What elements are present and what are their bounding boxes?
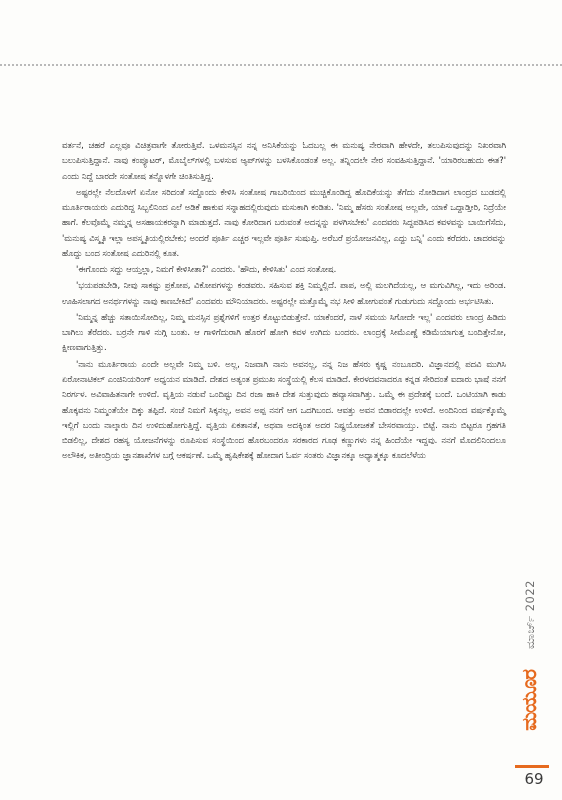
top-dotted-rule: [0, 64, 562, 66]
magazine-logo: ಮಯೂರ: [517, 670, 541, 731]
paragraph-4: 'ಭಯಪಡಬೇಡಿ, ನೀವು ಸಾಕಷ್ಟು ಪ್ರಕೋಪ, ವಿಕೋಪಗಳನ್ನು ಕಂಡವರು. ಸಹಿಸುವ ಶಕ್ತಿ ನಿಮ್ಮಲ್ಲಿದೆ. ಪಾಪ, ಅಲ್ಲಿ ಮಲಗಿದೆಯಲ್ಲ, ಆ ಮಗುವಿಗಿಲ್ಲ, ಇದು ಅರಿಂಡ. ಊಹಿಸಲಾಗದ ಅನರ್ಥಗಳನ್ನು ನಾವು ಕಾಣಬೇಕಿದೆ' ಎಂದವರು ಮೌನಿಯಾದರು. ಅಷ್ಟರಲ್ಲೇ ಮತ್ತೊಮ್ಮೆ ನಭ ಸೀಳಿ ಹೋಗುವಂತೆ ಗುಡುಗುದು ಸದ್ದೊಂದು ಅರ್ಭಟಿಸಿತು.: [62, 280, 506, 306]
paragraph-3: 'ಈಗೊಂದು ಸದ್ದು ಆಯ್ತಲ್ಲಾ, ನಿಮಗೆ ಕೇಳಿಸೀತಾ?' ಎಂದರು. 'ಹೌದು, ಕೇಳಿಸಿತು' ಎಂದ ಸಂತೋಷ.: [76, 264, 337, 275]
article-body: [62, 138, 506, 465]
paragraph-5: 'ನಿಮ್ಮನ್ನ ಹೆಚ್ಚು ಸತಾಯಿಸೋದಿಲ್ಲ, ನಿಮ್ಮ ಮನಸ್ಸಿನ ಪ್ರಶ್ನೆಗಳಿಗೆ ಉತ್ತರ ಕೊಟ್ಟುಬಿಡುತ್ತೇನೆ. ಯಾಕೆಂದರೆ, ನಾಳೆ ಸಮಯ ಸಿಗೋದೇ ಇಲ್ಲ' ಎಂದವರು ಲಾಂದ್ರ ಹಿಡಿದು ಬಾಗಿಲು ತೆರೆದರು. ಬರ್ರನೇ ಗಾಳಿ ನುಗ್ಗಿ ಬಂತು. ಆ ಗಾಳಿಗೆದುರಾಗಿ ಹೊರಗೆ ಹೋಗಿ ಕವಳ ಉಗಿದು ಬಂದರು. ಲಾಂದ್ರಕ್ಕೆ ಸೀಮೆಎಣ್ಣೆ ಕಡಿಮೆಯಾಗುತ್ತ ಬಂದಿತ್ತೇನೋ, ಕ್ಷೀಣವಾಗುತ್ತಿತ್ತು.: [62, 311, 506, 353]
paragraph-2: ಅಷ್ಟರಲ್ಲೇ ನೆಲದೊಳಗೆ ಏನೋ ಸರಿದಂತೆ ಸದ್ದೊಂದು ಕೇಳಿಸಿ ಸಂತೋಷ ಗಾಬರಿಯಿಂದ ಮುಚ್ಚಿಕೊಂಡಿದ್ದ ಹೊದಿಕೆಯನ್ನು ತೆಗೆದು ನೋಡಿದಾಗ ಲಾಂದ್ರದ ಬುಡದಲ್ಲಿ ಮೂರ್ತಿರಾಯರು ಎದುರಿದ್ದ ಸಿಬ್ಬಲಿನಿಂದ ಎಲೆ ಅಡಿಕೆ ಹಾಕುವ ಸನ್ನಾಹದಲ್ಲಿರುವುದು ಮಸುಕಾಗಿ ಕಂಡಿತು. 'ನಿಮ್ಮ ಹೆಸರು ಸಂತೋಷ ಅಲ್ಲವೇ, ಯಾಕೆ ಒದ್ದಾಡ್ತೀರಿ, ನಿದ್ರೆಯೇ ಹಾಗೆ. ಕೆಲವೊಮ್ಮೆ ನಮ್ಮನ್ನ ಅಸಹಾಯಕರನ್ನಾಗಿ ಮಾಡುತ್ತದೆ. ನಾವು ಕೋರಿದಾಗ ಬರುವಂತೆ ಅದನ್ನನ್ನು ಪಳಗಿಸಬೇಕು' ಎಂದವರು ಸಿದ್ದಪಡಿಸಿದ ಕವಳವನ್ನು ಬಾಯಿಗೆಸೆದು, 'ಮನುಷ್ಯ ವಿಸ್ಮೃತಿ ಇಲ್ಲಾ ಅಪಸ್ಮೃತಿಯಲ್ಲಿರಬೇಕು; ಅಂದರೆ ಪೂರ್ತಿ ಎಚ್ಚರ ಇಲ್ಲವೇ ಪೂರ್ತಿ ಸುಷುಪ್ತಿ. ಅರೆಬರೆ ಪ್ರಯೋಜನವಿಲ್ಲ, ಎದ್ದು ಬನ್ನಿ' ಎಂದು ಕರೆದರು. ಚಾದರವನ್ನು ಹೊದ್ದು ಬಂದ ಸಂತೋಷ ಎದುರಿನಲ್ಲಿ ಕೂತ.: [62, 186, 506, 258]
logo-divider: [515, 765, 549, 768]
page-number: 69: [524, 770, 544, 788]
issue-date: ಮಾರ್ಚ್ 2022: [523, 580, 537, 649]
paragraph-1: ವರ್ತನೆ, ಚಹರೆ ಎಲ್ಲವೂ ವಿಚಿತ್ರವಾಗೇ ತೋರುತ್ತಿವೆ. ಒಳಮನಸ್ಸಿನ ನನ್ನ ಅನಿಸಿಕೆಯನ್ನು ಓದಬಲ್ಲ ಈ ಮನುಷ್ಯ ನೇರವಾಗಿ ಹೇಳದೇ, ತಲುಪಿಸುವುದನ್ನು ನಿಖರವಾಗಿ ಬಲುಪಿಸುತ್ತಿದ್ದಾನೆ. ನಾವು ಕಂಪ್ಯೂಟರ್, ಮೊಬೈಲ್‌ಗಳಲ್ಲಿ ಬಳಸುವ ಆ್ಯಪ್‌ಗಳನ್ನು ಬಳಸಿಕೊಂಡಂತೆ ಅಲ್ಲ. ತನ್ನಿಂದಲೇ ನೇರ ಸಂವಹಿಸುತ್ತಿದ್ದಾನೆ. 'ಯಾರಿರಬಹುದು ಈತ?' ಎಂದು ನಿದ್ದೆ ಬಾರದೇ ಸಂತೋಷ ತನ್ನೊಳಗೇ ಚಿಂತಿಸುತ್ತಿದ್ದ.: [62, 140, 506, 181]
paragraph-6: 'ನಾನು ಮೂರ್ತಿರಾಯ ಎಂದೇ ಅಲ್ಲವೇ ನಿಮ್ಮ ಬಳಿ. ಅಲ್ಲ, ನಿಜವಾಗಿ ನಾನು ಅವನಲ್ಲ, ನನ್ನ ನಿಜ ಹೆಸರು ಕೃಷ್ಣ ನಂಬೂದರಿ. ವಿಜ್ಞಾನದಲ್ಲಿ ಪದವಿ ಮುಗಿಸಿ ಏರೋನಾಟಿಕಲ್ ಎಂಜಿನಿಯರಿಂಗ್ ಅಧ್ಯಯನ ಮಾಡಿದೆ. ದೇಶದ ಅತ್ಯಂತ ಪ್ರಮುಖ ಸಂಸ್ಥೆಯಲ್ಲಿ ಕೆಲಸ ಮಾಡಿದೆ. ಕೇರಳದವನಾದರೂ ಕನ್ನಡ ಸೇರಿದಂತೆ ಐದಾರು ಭಾಷೆ ನನಗೆ ನಿರರ್ಗಳ. ಅವಿವಾಹಿತನಾಗೇ ಉಳಿದೆ. ವೃತ್ತಿಯ ನಡುವೆ ಒಂದಿಷ್ಟು ದಿನ ರಜಾ ಹಾಕಿ ದೇಶ ಸುತ್ತುವುದು ಹವ್ಯಾಸವಾಗಿತ್ತು. ಒಮ್ಮೆ ಈ ಪ್ರದೇಶಕ್ಕೆ ಬಂದೆ. ಒಂಟಿಯಾಗಿ ಕಾಡು ಹೊಕ್ಕವನು ನಿಮ್ಮಂತೆಯೇ ದಿಕ್ಕು ತಪ್ಪಿದೆ. ಸಂಜೆ ನಿಮಗೆ ಸಿಕ್ಕನಲ್ಲ, ಅವನ ಅಪ್ಪ ನನಗೆ ಆಗ ಒದಗಿಬಂದ. ಆವತ್ತು ಅವನ ಬಿಡಾರದಲ್ಲೇ ಉಳಿದೆ. ಅಂದಿನಿಂದ ವರ್ಷಕ್ಕೊಮ್ಮೆ ಇಲ್ಲಿಗೆ ಬಂದು ನಾಲ್ಕಾರು ದಿನ ಉಳಿದುಹೋಗುತ್ತಿದ್ದೆ. ವೃತ್ತಿಯ ಏಕತಾನತೆ, ಅಥವಾ ಅದಕ್ಕಿಂತ ಅದರ ನಿಷ್ಪ್ರಯೋಜಕತೆ ಬೇಸರವಾಯ್ತು. ಬಿಟ್ಟೆ. ನಾನು ಬಿಟ್ಟರೂ ಗ್ರಹಗತಿ ಬಿಡಲಿಲ್ಲ, ದೇಶದ ರಹಸ್ಯ ಯೋಜನೆಗಳನ್ನು ರೂಪಿಸುವ ಸಂಸ್ಥೆಯಿಂದ ಹೊರಬಂದರೂ ಸರಕಾರದ ಗೂಢ ಕಣ್ಣುಗಳು ನನ್ನ ಹಿಂದೆಯೇ ಇದ್ದವು. ನನಗೆ ಮೊದಲಿನಿಂದಲೂ ಅಲೌಕಿಕ, ಅತೀಂದ್ರಿಯ ಜ್ಞಾನಶಾಖೆಗಳ ಬಗ್ಗೆ ಆಕರ್ಷಣೆ. ಒಮ್ಮೆ ಹೃಷಿಕೇಶಕ್ಕೆ ಹೋದಾಗ ಓರ್ವ ಸಂತರು ವಿಜ್ಞಾನಕ್ಕೂ ಅಧ್ಯಾತ್ಮಕ್ಕೂ ಕೂದಲೆಳೆಯ: [62, 358, 506, 461]
